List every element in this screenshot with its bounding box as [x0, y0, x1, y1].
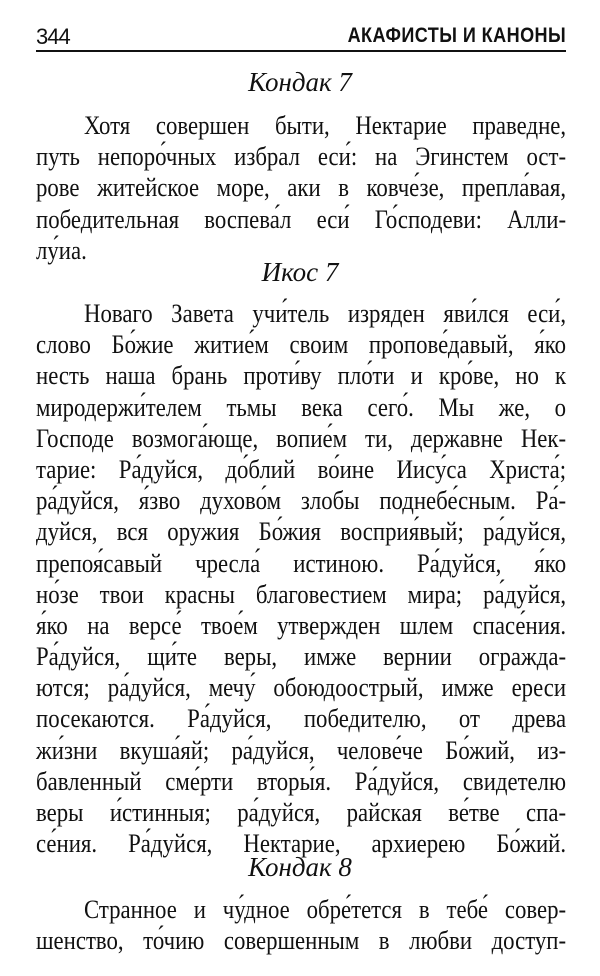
line-text: слово Бо́жие житие́м своим пропове́давый, я́ко [36, 329, 567, 360]
text-line [36, 703, 566, 734]
page-header [36, 22, 566, 52]
line-text: се́ния. Ра́дуйся, Нектарие, архиерею Бо́жий. [36, 828, 567, 859]
running-head: АКАФИСТЫ И КАНОНЫ [347, 24, 566, 47]
text-line [36, 329, 566, 360]
text-line [36, 925, 566, 956]
line-text: тарие: Ра́дуйся, до́блий во́ине Иису́са Христа́; [36, 453, 567, 484]
line-text: жи́зни вкуша́яй; ра́дуйся, челове́че Бо́жий, из- [36, 734, 567, 765]
line-text: ра́дуйся, я́зво духово́м злобы поднебе́сным. Ра́- [36, 485, 567, 516]
text-line [36, 110, 566, 141]
ikos-7-text [36, 298, 566, 859]
kondak-8-text [36, 894, 566, 956]
line-text: миродержи́телем тьмы века сего́. Мы же, о [36, 391, 567, 422]
line-text: Ра́дуйся, щи́те веры, имже вернии огражда- [36, 641, 567, 672]
line-text: Господе возмога́юще, вопие́м ти, державне Нек- [36, 422, 567, 453]
text-line [36, 610, 566, 641]
text-line [36, 172, 566, 203]
kondak-7-text [36, 110, 566, 266]
line-text: победительная воспева́л еси́ Го́сподеви: Алли- [36, 203, 567, 234]
text-line [36, 454, 566, 485]
text-line [36, 392, 566, 423]
line-text: дуйся, вся оружия Бо́жия восприя́вый; ра́дуйся, [36, 516, 567, 547]
text-line [36, 548, 566, 579]
section-heading-kondak-7: Кондак 7 [248, 67, 352, 97]
line-text: несть наша брань проти́ву пло́ти и кро́ве, но к [36, 360, 567, 391]
line-text: посекаются. Ра́дуйся, победителю, от древа [36, 703, 567, 734]
line-text: шенство, то́чию совершенным в любви доступ- [36, 925, 567, 956]
text-line [36, 485, 566, 516]
line-text: лу́иа. [36, 234, 87, 265]
text-line [36, 141, 566, 172]
text-line [36, 672, 566, 703]
line-text: Новаго Завета учи́тель изряден яви́лся еси́, [84, 298, 567, 328]
line-text: Странное и чу́дное обре́тется в тебе́ совер- [84, 894, 567, 924]
section-heading-ikos-7: Икос 7 [261, 257, 339, 287]
line-text: я́ко на версе́ твое́м утвержден шлем спасе́ния. [36, 609, 567, 640]
line-text: бавленный сме́рти вторы́я. Ра́дуйся, свидетелю [36, 765, 567, 796]
section-heading-kondak-8: Кондак 8 [248, 852, 352, 882]
text-line [36, 641, 566, 672]
text-line [36, 298, 566, 329]
text-line [36, 204, 566, 235]
text-line [36, 766, 566, 797]
line-text: препоя́савый чресла́ истиною. Ра́дуйся, я́ко [36, 547, 567, 578]
text-line [36, 894, 566, 925]
text-line [36, 797, 566, 828]
line-text: веры и́стинныя; ра́дуйся, райская ве́тве спа- [36, 797, 567, 827]
page-number: 344 [36, 24, 70, 49]
line-text: Хотя совершен быти, Нектарие праведне, [84, 110, 567, 140]
line-text: но́зе твои красны благовестием мира; ра́дуйся, [36, 578, 567, 609]
text-line [36, 360, 566, 391]
text-line [36, 516, 566, 547]
line-text: ются; ра́дуйся, мечу́ обоюдоострый, имже ереси [36, 672, 567, 703]
text-line [36, 423, 566, 454]
text-line [36, 579, 566, 610]
text-line [36, 735, 566, 766]
line-text: рове житейское море, аки в ковче́зе, препла́вая, [36, 172, 567, 203]
line-text: путь непоро́чных избрал еси́: на Эгинстем ост- [36, 141, 567, 172]
